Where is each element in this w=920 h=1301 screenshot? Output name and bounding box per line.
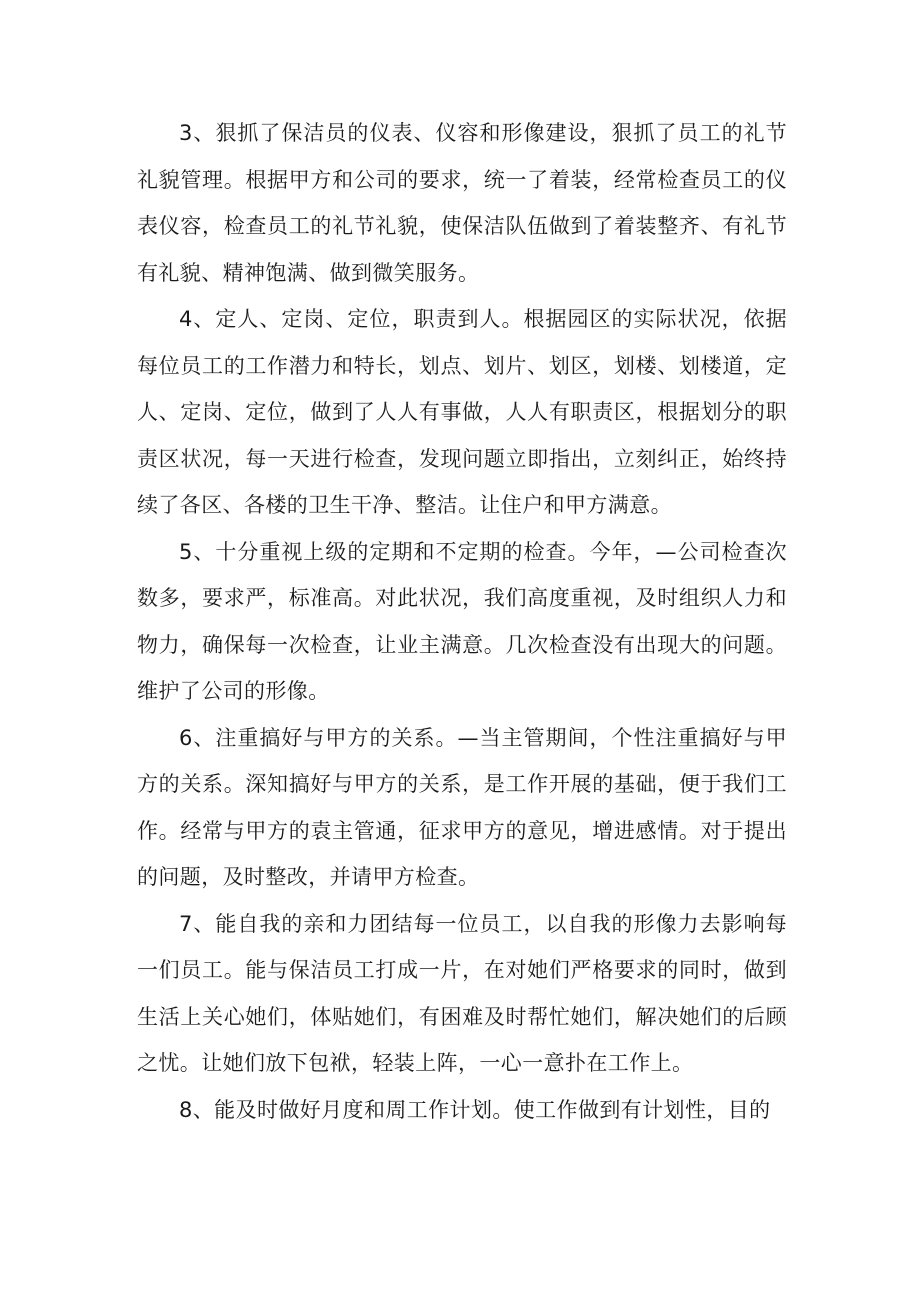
paragraph-item-6: 6、注重搞好与甲方的关系。—当主管期间，个性注重搞好与甲方的关系。深知搞好与甲方的关系，是工作开展的基础，便于我们工作。经常与甲方的袁主管通，征求甲方的意见，增进感情。对于提出的问题，及时整改，并请甲方检查。 bbox=[137, 725, 787, 889]
paragraph-item-5: 5、十分重视上级的定期和不定期的检查。今年，—公司检查次数多，要求严，标准高。对此状况，我们高度重视，及时组织人力和物力，确保每一次检查，让业主满意。几次检查没有出现大的问题。维护了公司的形像。 bbox=[137, 539, 787, 703]
document-body bbox=[137, 110, 787, 1133]
paragraph-item-8: 8、能及时做好月度和周工作计划。使工作做到有计划性，目的 bbox=[179, 1097, 771, 1122]
paragraph-item-3: 3、狠抓了保洁员的仪表、仪容和形像建设，狠抓了员工的礼节礼貌管理。根据甲方和公司的要求，统一了着装，经常检查员工的仪表仪容，检查员工的礼节礼貌，使保洁队伍做到了着装整齐、有礼节有礼貌、精神饱满、做到微笑服务。 bbox=[137, 121, 787, 285]
paragraph-item-7: 7、能自我的亲和力团结每一位员工，以自我的形像力去影响每一们员工。能与保洁员工打成一片，在对她们严格要求的同时，做到生活上关心她们，体贴她们，有困难及时帮忙她们，解决她们的后顾之忧。让她们放下包袱，轻装上阵，一心一意扑在工作上。 bbox=[137, 911, 787, 1075]
paragraph-item-4: 4、定人、定岗、定位，职责到人。根据园区的实际状况，依据每位员工的工作潜力和特长，划点、划片、划区，划楼、划楼道，定人、定岗、定位，做到了人人有事做，人人有职责区，根据划分的职责区状况，每一天进行检查，发现问题立即指出，立刻纠正，始终持续了各区、各楼的卫生干净、整洁。让住户和甲方满意。 bbox=[137, 307, 787, 517]
